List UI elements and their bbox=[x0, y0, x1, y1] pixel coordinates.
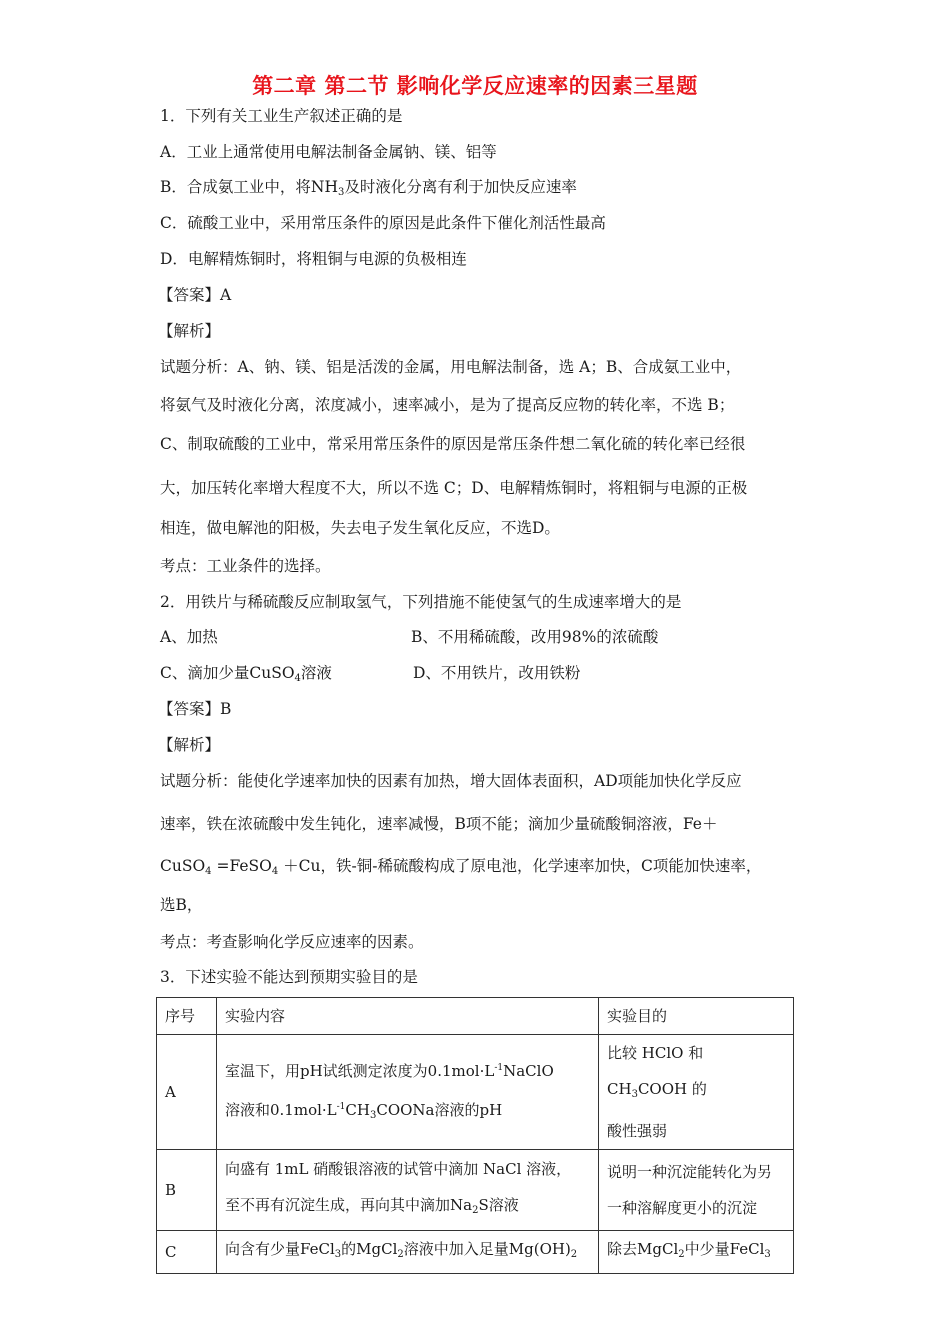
q1-analysis-line: C、制取硫酸的工业中，常采用常压条件的原因是常压条件想二氧化硫的转化率已经很 bbox=[160, 435, 746, 453]
content-subscript: 2 bbox=[472, 1205, 479, 1216]
row-content bbox=[217, 1150, 599, 1231]
q1-option-d: D．电解精炼铜时，将粗铜与电源的负极相连 bbox=[160, 250, 467, 268]
content-text: NaClO bbox=[503, 1062, 554, 1080]
q1-stem: 1．下列有关工业生产叙述正确的是 bbox=[160, 107, 403, 125]
q3-stem: 3．下述实验不能达到预期实验目的是 bbox=[160, 968, 418, 986]
content-text: CH bbox=[345, 1101, 370, 1119]
q2-analysis-line bbox=[160, 856, 761, 882]
row-content bbox=[217, 1035, 599, 1150]
q2-analysis-line: 试题分析：能使化学速率加快的因素有加热，增大固体表面积，AD项能加快化学反应 bbox=[160, 772, 742, 790]
formula-text: CuSO bbox=[160, 857, 206, 875]
content-text: COONa溶液的pH bbox=[376, 1101, 503, 1119]
q2-answer: 【答案】B bbox=[158, 700, 232, 718]
content-text: 向含有少量FeCl bbox=[225, 1240, 335, 1258]
table-row bbox=[157, 1150, 794, 1231]
content-line: 向盛有 1mL 硝酸银溶液的试管中滴加 NaCl 溶液， bbox=[225, 1160, 572, 1178]
table-header-row bbox=[157, 998, 794, 1035]
purpose-subscript: 3 bbox=[631, 1089, 638, 1100]
content-subscript: 2 bbox=[397, 1249, 404, 1260]
q1-option-b-text-end: 及时液化分离有利于加快反应速率 bbox=[344, 178, 577, 196]
header-cell-number: 序号 bbox=[157, 998, 217, 1035]
purpose-line: 酸性强弱 bbox=[607, 1122, 668, 1140]
content-superscript: -1 bbox=[336, 1102, 346, 1112]
formula-text: =FeSO bbox=[211, 857, 272, 875]
content-subscript: 3 bbox=[369, 1110, 377, 1121]
row-content bbox=[217, 1231, 599, 1274]
q2-option-c-subscript: 4 bbox=[294, 673, 301, 684]
q1-analysis-heading: 【解析】 bbox=[158, 322, 221, 340]
purpose-text: COOH 的 bbox=[637, 1080, 707, 1098]
purpose-subscript: 2 bbox=[678, 1249, 685, 1260]
purpose-subscript: 3 bbox=[764, 1249, 771, 1260]
content-superscript: -1 bbox=[494, 1063, 504, 1073]
content-line bbox=[225, 1089, 590, 1134]
row-purpose bbox=[599, 1150, 794, 1231]
row-id: A bbox=[157, 1035, 217, 1150]
q2-analysis-line: 速率，铁在浓硫酸中发生钝化，速率减慢，B项不能；滴加少量硫酸铜溶液，Fe＋ bbox=[160, 815, 718, 833]
q2-option-b: B、不用稀硫酸，改用98%的浓硫酸 bbox=[411, 628, 659, 646]
row-id: C bbox=[157, 1231, 217, 1274]
q2-option-c-text-end: 溶液 bbox=[300, 664, 332, 682]
content-text: 溶液和0.1mol·L bbox=[225, 1101, 337, 1119]
q1-option-b bbox=[160, 177, 577, 203]
content-text: S溶液 bbox=[478, 1196, 519, 1214]
header-cell-content: 实验内容 bbox=[217, 998, 599, 1035]
q2-analysis-line: 选B， bbox=[160, 896, 203, 914]
q1-analysis-line: 将氨气及时液化分离，浓度减小，速率减小，是为了提高反应物的转化率，不选 B； bbox=[160, 396, 735, 414]
q1-key-point: 考点：工业条件的选择。 bbox=[160, 557, 331, 575]
content-text: 至不再有沉淀生成，再向其中滴加Na bbox=[225, 1196, 473, 1214]
row-purpose bbox=[599, 1035, 794, 1150]
purpose-line: 说明一种沉淀能转化为另 bbox=[607, 1163, 773, 1181]
purpose-line: 一种溶解度更小的沉淀 bbox=[607, 1199, 758, 1217]
q2-option-c-text: C、滴加少量CuSO bbox=[160, 664, 295, 682]
formula-subscript: 4 bbox=[205, 866, 212, 877]
q1-option-b-text: B．合成氨工业中，将NH bbox=[160, 178, 338, 196]
table-row bbox=[157, 1035, 794, 1150]
content-text: 室温下，用pH试纸测定浓度为0.1mol·L bbox=[225, 1062, 495, 1080]
content-line bbox=[225, 1187, 590, 1229]
purpose-text: 比较 HClO 和 CH bbox=[607, 1044, 704, 1098]
q1-analysis-line: 试题分析：A、钠、镁、铝是活泼的金属，用电解法制备，选 A；B、合成氨工业中， bbox=[160, 358, 742, 376]
formula-subscript: 4 bbox=[271, 866, 279, 877]
q1-option-c: C．硫酸工业中，采用常压条件的原因是此条件下催化剂活性最高 bbox=[160, 214, 606, 232]
q1-analysis-line: 相连，做电解池的阳极，失去电子发生氧化反应，不选D。 bbox=[160, 519, 560, 537]
q1-analysis-line: 大，加压转化率增大程度不大，所以不选 C；D、电解精炼铜时，将粗铜与电源的正极 bbox=[160, 479, 748, 497]
header-cell-purpose: 实验目的 bbox=[599, 998, 794, 1035]
q2-key-point: 考点：考查影响化学反应速率的因素。 bbox=[160, 933, 424, 951]
row-id: B bbox=[157, 1150, 217, 1231]
q1-option-b-subscript: 3 bbox=[337, 187, 345, 198]
content-text: 的MgCl bbox=[341, 1240, 398, 1258]
page-title: 第二章 第二节 影响化学反应速率的因素三星题 bbox=[252, 74, 698, 98]
table-row bbox=[157, 1231, 794, 1274]
content-subscript: 2 bbox=[570, 1249, 578, 1260]
q2-option-d: D、不用铁片，改用铁粉 bbox=[413, 664, 581, 682]
purpose-text: 除去MgCl bbox=[607, 1240, 679, 1258]
formula-text: ＋Cu，铁-铜-稀硫酸构成了原电池，化学速率加快，C项能加快速率， bbox=[278, 857, 762, 875]
content-subscript: 3 bbox=[334, 1249, 342, 1260]
q1-option-a: A．工业上通常使用电解法制备金属钠、镁、铝等 bbox=[160, 143, 497, 161]
q2-analysis-heading: 【解析】 bbox=[158, 736, 221, 754]
q1-answer: 【答案】A bbox=[158, 286, 232, 304]
content-line bbox=[225, 1050, 590, 1089]
experiment-table bbox=[156, 997, 794, 1274]
q2-stem: 2．用铁片与稀硫酸反应制取氢气，下列措施不能使氢气的生成速率增大的是 bbox=[160, 593, 682, 611]
purpose-text: 中少量FeCl bbox=[684, 1240, 765, 1258]
q2-option-c bbox=[160, 663, 332, 689]
row-purpose bbox=[599, 1231, 794, 1274]
q2-option-a: A、加热 bbox=[160, 628, 218, 646]
content-text: 溶液中加入足量Mg(OH) bbox=[403, 1240, 571, 1258]
purpose-line bbox=[607, 1035, 785, 1113]
